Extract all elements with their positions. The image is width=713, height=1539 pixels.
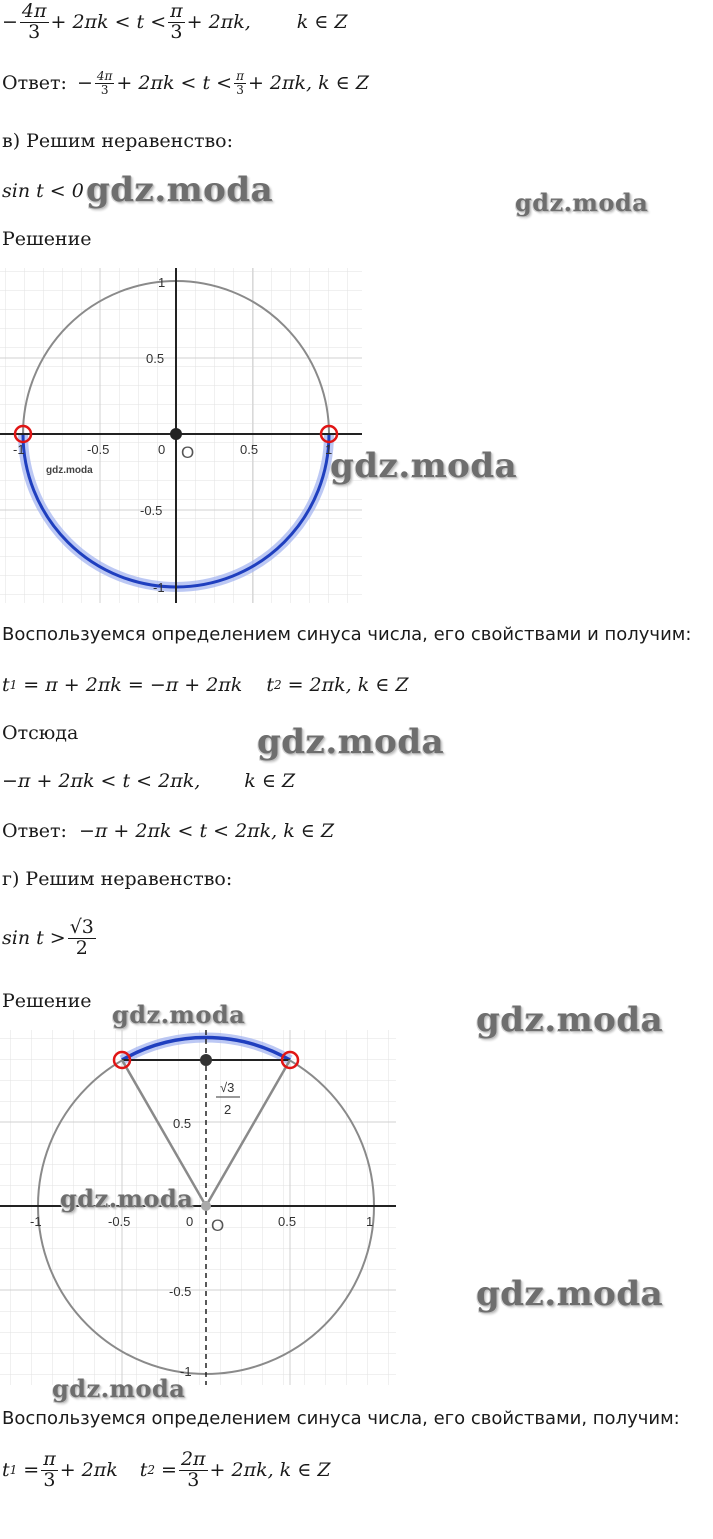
- point-label-denominator: 2: [224, 1102, 232, 1117]
- definition-text-g: Воспользуемся определением синуса числа, его свойствами, получим:: [2, 1408, 680, 1429]
- tick-label: 0: [186, 1214, 194, 1229]
- tick-label: 0.5: [146, 351, 165, 366]
- answer-b-line: Ответ: − $\frac{4\pi}{3}$ + 2πk < t < $\frac{\pi}{3}$ + 2πk, k ∈ Z: [2, 69, 369, 97]
- tick-label: -0.5: [108, 1214, 131, 1229]
- solution-label: Решение: [2, 990, 92, 1012]
- watermark: gdz.moda: [60, 1184, 194, 1213]
- tick-label: -0.5: [87, 442, 110, 457]
- part-v-inequality: sin t < 0: [2, 180, 84, 202]
- origin-label: O: [181, 443, 195, 462]
- watermark: gdz.moda: [112, 1000, 246, 1029]
- tick-label: -1: [180, 1364, 192, 1379]
- part-v-heading: в) Решим неравенство:: [2, 130, 234, 152]
- answer-b-solution-line: − $\frac{4\pi}{3}$ + 2πk < t < $\frac{\pi}{3}$ + 2πk, k ∈ Z: [2, 0, 348, 43]
- answer-label: Ответ:: [2, 72, 67, 95]
- tick-label: -0.5: [140, 503, 163, 518]
- tick-label: -1: [153, 580, 165, 595]
- sin-point: [200, 1054, 212, 1066]
- minus-sign: −: [2, 11, 18, 34]
- definition-text-v: Воспользуемся определением синуса числа, его свойствами и получим:: [2, 624, 692, 645]
- interval-v: −π + 2πk < t < 2πk, k ∈ Z: [2, 770, 296, 792]
- part-g-inequality: sin t > $\frac{√3}{2}$: [2, 916, 94, 959]
- answer-v-line: Ответ: −π + 2πk < t < 2πk, k ∈ Z: [2, 820, 335, 842]
- watermark: gdz.moda: [257, 722, 445, 762]
- unit-circle-graph-1: [0, 268, 370, 603]
- part-g-heading: г) Решим неравенство:: [2, 868, 233, 890]
- tick-label: 1: [366, 1214, 374, 1229]
- answer-label: Ответ:: [2, 820, 67, 842]
- tick-label: -1: [30, 1214, 42, 1229]
- origin-label: O: [211, 1216, 225, 1235]
- origin-point: [170, 428, 182, 440]
- watermark: gdz.moda: [52, 1374, 186, 1403]
- watermark: gdz.moda: [476, 1000, 664, 1040]
- tick-label: 0.5: [173, 1116, 192, 1131]
- t-values-v: t 1 = π + 2πk = −π + 2πk t 2 = 2πk, k ∈ Z: [2, 674, 409, 696]
- tick-label: 1: [158, 275, 166, 290]
- watermark: gdz.moda: [86, 170, 274, 210]
- tick-label: 0.5: [240, 442, 259, 457]
- watermark: gdz.moda: [330, 446, 518, 486]
- watermark: gdz.moda: [515, 188, 649, 217]
- watermark: gdz.moda: [476, 1274, 664, 1314]
- fraction: $\frac{4\pi}{3}$: [21, 0, 47, 43]
- hence-label: Отсюда: [2, 722, 79, 744]
- fraction: $\frac{\pi}{3}$: [170, 0, 183, 43]
- origin-point: [201, 1201, 211, 1211]
- tick-label: -1: [13, 442, 25, 457]
- tick-label: -0.5: [169, 1284, 192, 1299]
- point-label-numerator: √3: [220, 1080, 235, 1095]
- watermark: gdz.moda: [46, 465, 93, 476]
- tick-label: 0.5: [278, 1214, 297, 1229]
- tick-label: 1: [325, 442, 333, 457]
- tick-label: 0: [158, 442, 166, 457]
- t-values-g: t 1 = $\frac{\pi}{3}$ + 2πk t 2 = $\frac{2\pi}{3}$ + 2πk, k ∈ Z: [2, 1448, 331, 1491]
- solution-label: Решение: [2, 228, 92, 250]
